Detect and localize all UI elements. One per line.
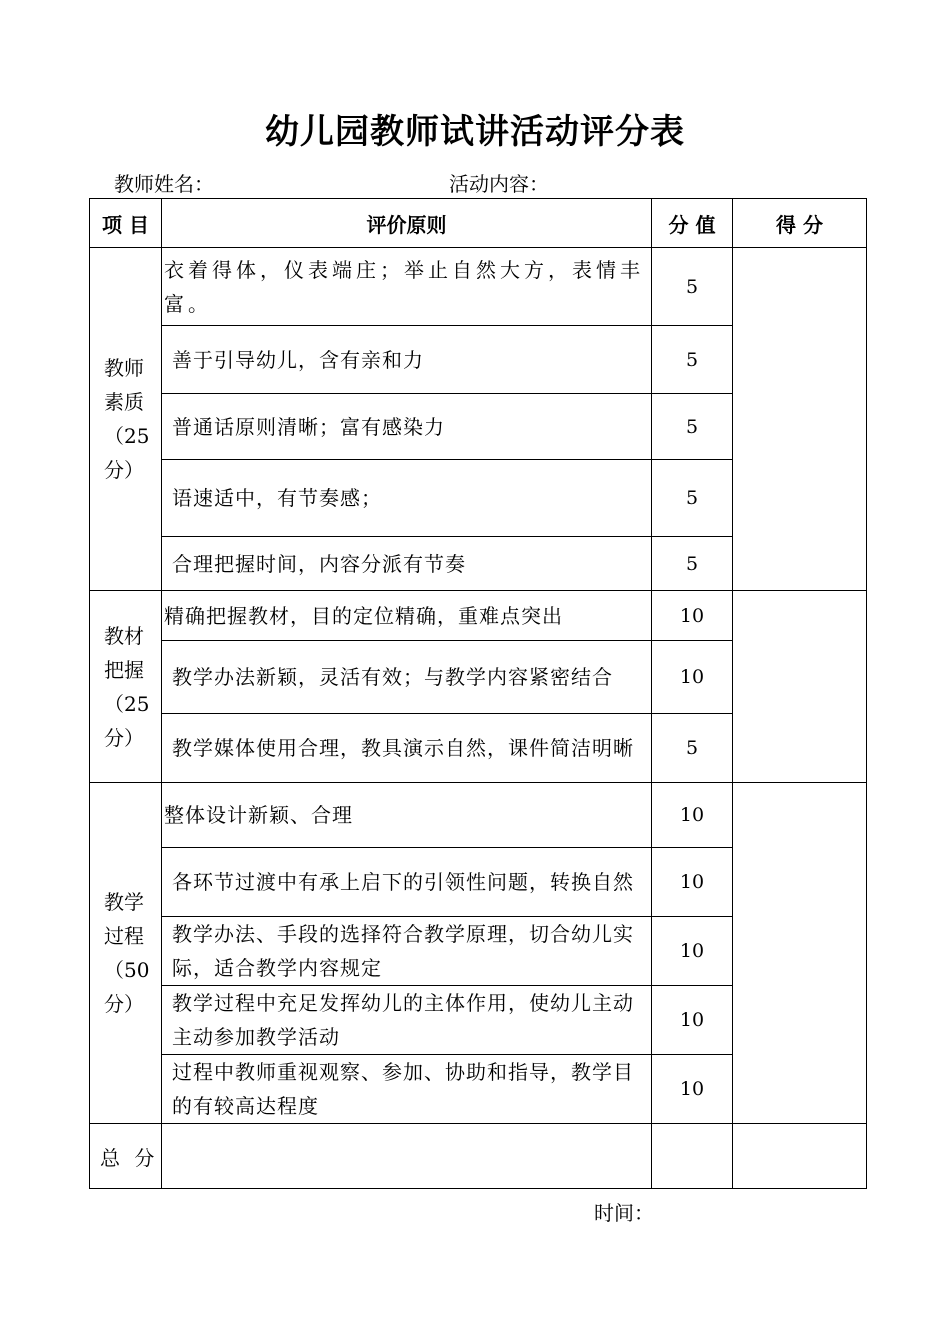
- value-cell: 5: [652, 537, 733, 591]
- table-row: [90, 783, 867, 848]
- criterion-cell: 善于引导幼儿，含有亲和力: [162, 326, 652, 394]
- criterion-cell: 教学过程中充足发挥幼儿的主体作用，使幼儿主动主动参加教学活动: [162, 986, 652, 1055]
- teacher-name-label: 教师姓名：: [114, 172, 214, 196]
- table-row: [90, 248, 867, 326]
- category-teacher-quality: 教师 素质 （25 分）: [90, 248, 162, 591]
- value-cell: 5: [652, 326, 733, 394]
- criterion-cell: 精确把握教材，目的定位精确，重难点突出: [162, 591, 652, 641]
- value-cell: 5: [652, 714, 733, 783]
- total-value-cell[interactable]: [652, 1124, 733, 1189]
- table-row: [90, 591, 867, 641]
- criterion-cell: 语速适中，有节奏感；: [162, 460, 652, 537]
- category-teaching-process: 教学 过程 （50 分）: [90, 783, 162, 1124]
- criterion-cell: 合理把握时间，内容分派有节奏: [162, 537, 652, 591]
- criterion-cell: 教学办法、手段的选择符合教学原理，切合幼儿实际，适合教学内容规定: [162, 917, 652, 986]
- criterion-cell: 衣着得体，仪表端庄；举止自然大方，表情丰富。: [162, 248, 652, 326]
- scoring-table: [89, 198, 867, 1189]
- time-label: 时间：: [594, 1201, 654, 1225]
- score-cell-teaching-process[interactable]: [733, 783, 867, 1124]
- page-title: 幼儿园教师试讲活动评分表: [265, 112, 685, 152]
- value-cell: 5: [652, 394, 733, 460]
- criterion-cell: 各环节过渡中有承上启下的引领性问题，转换自然: [162, 848, 652, 917]
- value-cell: 10: [652, 848, 733, 917]
- value-cell: 10: [652, 783, 733, 848]
- header-criteria: 评价原则: [162, 199, 652, 248]
- criterion-cell: 普通话原则清晰；富有感染力: [162, 394, 652, 460]
- value-cell: 10: [652, 641, 733, 714]
- table-header-row: [90, 199, 867, 248]
- total-criteria-cell[interactable]: [162, 1124, 652, 1189]
- score-cell-material-mastery[interactable]: [733, 591, 867, 783]
- value-cell: 5: [652, 460, 733, 537]
- criterion-cell: 整体设计新颖、合理: [162, 783, 652, 848]
- value-cell: 10: [652, 917, 733, 986]
- value-cell: 10: [652, 986, 733, 1055]
- activity-content-label: 活动内容：: [449, 172, 549, 196]
- header-value: 分 值: [652, 199, 733, 248]
- score-cell-teacher-quality[interactable]: [733, 248, 867, 591]
- value-cell: 10: [652, 1055, 733, 1124]
- total-row: [90, 1124, 867, 1189]
- criterion-cell: 教学办法新颖，灵活有效；与教学内容紧密结合: [162, 641, 652, 714]
- total-score-cell[interactable]: [733, 1124, 867, 1189]
- header-score: 得 分: [733, 199, 867, 248]
- value-cell: 5: [652, 248, 733, 326]
- header-item: 项 目: [90, 199, 162, 248]
- criterion-cell: 教学媒体使用合理，教具演示自然，课件简洁明晰: [162, 714, 652, 783]
- value-cell: 10: [652, 591, 733, 641]
- total-label: 总 分: [90, 1124, 162, 1189]
- category-material-mastery: 教材 把握 （25 分）: [90, 591, 162, 783]
- criterion-cell: 过程中教师重视观察、参加、协助和指导，教学目的有较高达程度: [162, 1055, 652, 1124]
